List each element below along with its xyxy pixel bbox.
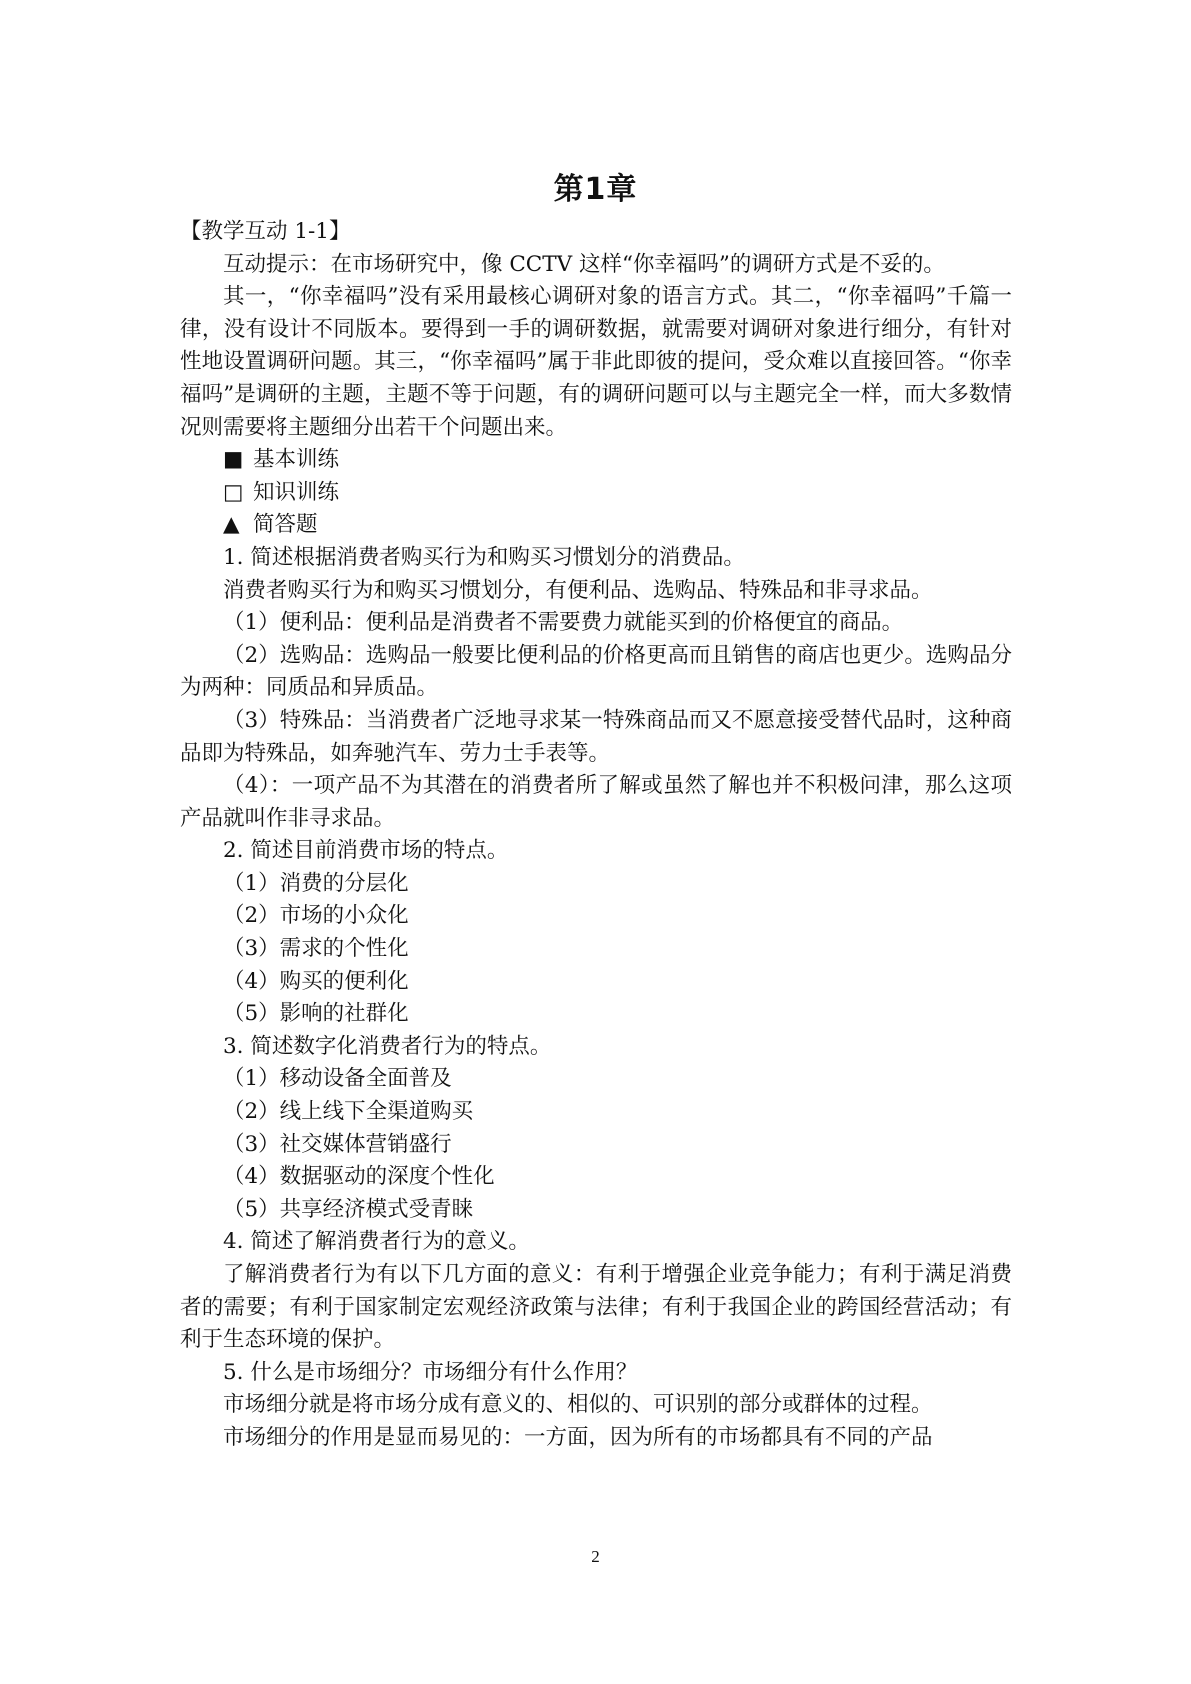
section-basic-training <box>180 444 1012 477</box>
chapter-title: 第1章 <box>553 172 638 207</box>
answer-2-item: （2）市场的小众化 <box>223 903 409 929</box>
section-label: 简答题 <box>253 512 318 538</box>
section-label: 基本训练 <box>253 447 340 473</box>
answer-2-item: （3）需求的个性化 <box>223 936 409 962</box>
question-3: 3. 简述数字化消费者行为的特点。 <box>223 1033 552 1059</box>
question-4: 4. 简述了解消费者行为的意义。 <box>223 1229 530 1255</box>
answer-3-item: （1）移动设备全面普及 <box>223 1066 452 1092</box>
page-number: 2 <box>591 1547 600 1566</box>
answer-1-item: （2）选购品：选购品一般要比便利品的价格更高而且销售的商店也更少。选购品分为两种：同质品和异质品。 <box>180 642 1012 701</box>
answer-4: 了解消费者行为有以下几方面的意义：有利于增强企业竞争能力；有利于满足消费者的需要；有利于国家制定宏观经济政策与法律；有利于我国企业的跨国经营活动；有利于生态环境的保护。 <box>180 1262 1012 1353</box>
answer-3-item: （4）数据驱动的深度个性化 <box>223 1164 495 1190</box>
answer-2-item: （5）影响的社群化 <box>223 1001 409 1027</box>
page-body <box>180 216 1012 1455</box>
interaction-heading: 【教学互动 1-1】 <box>180 219 351 244</box>
answer-1-item: （3）特殊品：当消费者广泛地寻求某一特殊商品而又不愿意接受替代品时，这种商品即为特殊品，如奔驰汽车、劳力士手表等。 <box>180 707 1012 766</box>
answer-2-item: （1）消费的分层化 <box>223 870 409 896</box>
question-1: 1. 简述根据消费者购买行为和购买习惯划分的消费品。 <box>223 544 745 570</box>
answer-5-part-2: 市场细分的作用是显而易见的：一方面，因为所有的市场都具有不同的产品 <box>223 1424 933 1450</box>
question-2: 2. 简述目前消费市场的特点。 <box>223 838 509 864</box>
section-short-answer <box>180 509 1012 542</box>
answer-2-item: （4）购买的便利化 <box>223 968 409 994</box>
answer-1-item: （4）：一项产品不为其潜在的消费者所了解或虽然了解也并不积极问津，那么这项产品就叫作非寻求品。 <box>180 773 1012 831</box>
triangle-icon: ▲ <box>223 512 240 538</box>
interaction-hint: 互动提示：在市场研究中，像 CCTV 这样“你幸福吗”的调研方式是不妥的。 <box>223 251 945 277</box>
answer-1-item: （1）便利品：便利品是消费者不需要费力就能买到的价格便宜的商品。 <box>223 610 904 636</box>
filled-square-icon: ■ <box>223 447 244 473</box>
section-knowledge-training <box>180 477 1012 510</box>
answer-3-item: （5）共享经济模式受青睐 <box>223 1196 474 1222</box>
question-5: 5. 什么是市场细分？市场细分有什么作用？ <box>223 1359 638 1385</box>
interaction-body: 其一，“你幸福吗”没有采用最核心调研对象的语言方式。其二，“你幸福吗”千篇一律，没有设计不同版本。要得到一手的调研数据，就需要对调研对象进行细分，有针对性地设置调研问题。其三，“你幸福吗”属于非此即彼的提问，受众难以直接回答。“你幸福吗”是调研的主题，主题不等于问题，有的调研问题可以与主题完全一样，而大多数情况则需要将主题细分出若干个问题出来。 <box>180 284 1012 440</box>
answer-3-item: （3）社交媒体营销盛行 <box>223 1131 452 1157</box>
hollow-square-icon: □ <box>223 479 244 505</box>
answer-3-item: （2）线上线下全渠道购买 <box>223 1099 474 1125</box>
section-label: 知识训练 <box>253 479 340 505</box>
answer-1-intro: 消费者购买行为和购买习惯划分，有便利品、选购品、特殊品和非寻求品。 <box>223 577 933 603</box>
answer-5-part-1: 市场细分就是将市场分成有意义的、相似的、可识别的部分或群体的过程。 <box>223 1392 933 1418</box>
